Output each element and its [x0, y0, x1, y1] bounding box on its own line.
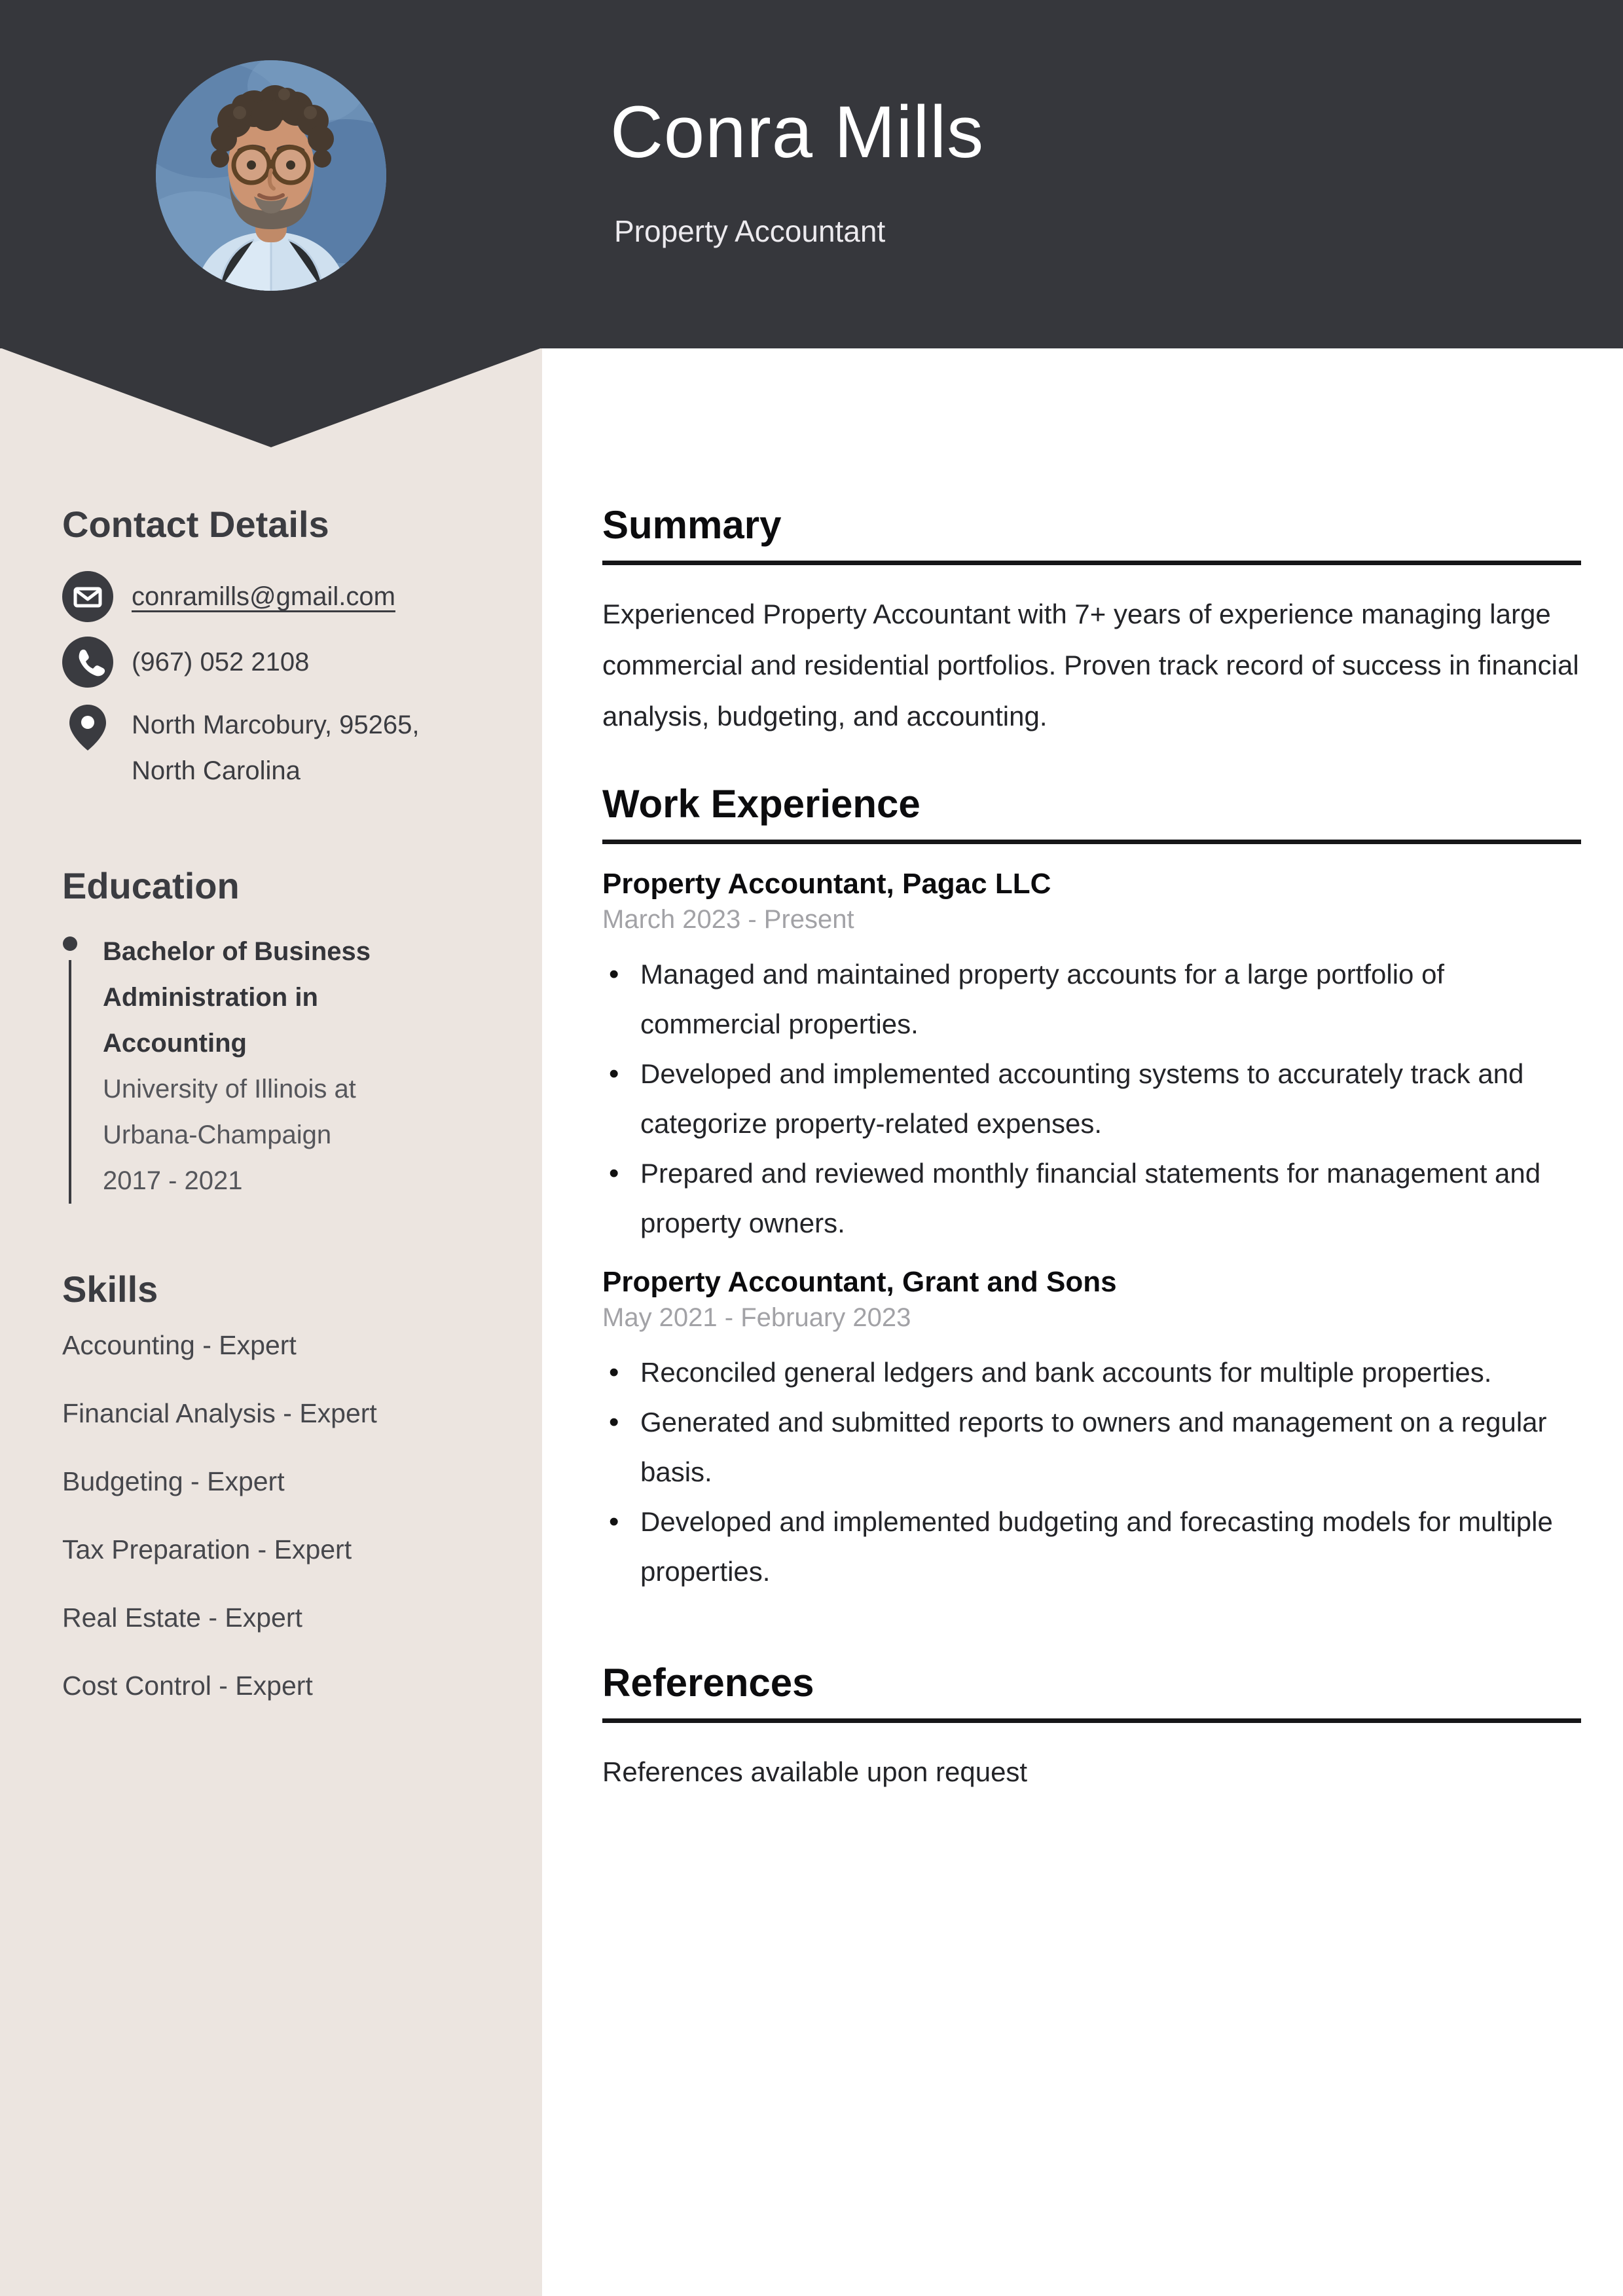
skills-list	[62, 1331, 377, 1739]
skill-item: Tax Preparation - Expert	[62, 1534, 352, 1565]
skills-heading: Skills	[62, 1268, 158, 1310]
skill-item: Financial Analysis - Expert	[62, 1398, 377, 1428]
job-bullet-list	[602, 950, 1581, 1248]
summary-heading: Summary	[602, 503, 782, 547]
education-years: 2017 - 2021	[103, 1166, 243, 1195]
job-bullet-list	[602, 1348, 1581, 1597]
work-experience-section	[602, 783, 1581, 1597]
education-heading: Education	[62, 865, 240, 906]
avatar	[156, 60, 386, 291]
summary-section	[602, 504, 1581, 742]
email-value[interactable]: conramills@gmail.com	[132, 582, 395, 611]
skill-item: Budgeting - Expert	[62, 1466, 285, 1496]
contact-list	[62, 571, 481, 808]
timeline-dot-icon	[63, 936, 77, 951]
skill-item: Accounting - Expert	[62, 1330, 297, 1360]
references-divider	[602, 1718, 1581, 1723]
job-bullet: • Generated and submitted reports to owners and management on a regular basis.	[602, 1398, 1581, 1497]
school-name: University of Illinois at Urbana-Champaign	[103, 1075, 356, 1149]
work-experience-heading: Work Experience	[602, 782, 921, 826]
job-dates: March 2023 - Present	[602, 905, 854, 934]
references-heading: References	[602, 1661, 814, 1705]
education-entry-body	[103, 929, 410, 1204]
job-title: Property Accountant, Grant and Sons	[602, 1266, 1117, 1298]
job-bullet: • Developed and implemented budgeting and forecasting models for multiple properties.	[602, 1497, 1581, 1597]
summary-text: Experienced Property Accountant with 7+ years of experience managing large commercial and residential portfolios. Proven track record of success in financial analysis, budgeting, and accounting.	[602, 599, 1579, 731]
phone-value: (967) 052 2108	[132, 648, 310, 676]
education-entry	[62, 929, 481, 1204]
job-entry	[602, 1267, 1581, 1597]
skill-item: Cost Control - Expert	[62, 1671, 313, 1701]
location-value: North Marcobury, 95265, North Carolina	[132, 711, 420, 785]
contact-row-phone	[62, 637, 481, 688]
job-entry	[602, 868, 1581, 1248]
candidate-title: Property Accountant	[614, 214, 886, 248]
candidate-name: Conra Mills	[610, 91, 985, 173]
job-dates: May 2021 - February 2023	[602, 1303, 911, 1332]
location-icon	[62, 702, 113, 753]
contact-row-location	[62, 702, 481, 794]
references-section	[602, 1662, 1581, 1798]
portrait-photo-illustration	[156, 60, 386, 291]
job-bullet: • Prepared and reviewed monthly financial statements for management and property owners.	[602, 1149, 1581, 1248]
contact-row-email	[62, 571, 481, 622]
references-text: References available upon request	[602, 1756, 1028, 1787]
timeline-rail	[62, 929, 78, 1204]
job-title: Property Accountant, Pagac LLC	[602, 868, 1051, 900]
summary-divider	[602, 561, 1581, 565]
degree-title: Bachelor of Business Administration in Accounting	[103, 937, 371, 1058]
job-bullet: • Developed and implemented accounting systems to accurately track and categorize property-related expenses.	[602, 1049, 1581, 1149]
skill-item: Real Estate - Expert	[62, 1602, 302, 1633]
job-bullet: • Reconciled general ledgers and bank accounts for multiple properties.	[602, 1348, 1581, 1398]
work-experience-divider	[602, 840, 1581, 844]
job-bullet: • Managed and maintained property accounts for a large portfolio of commercial properties.	[602, 950, 1581, 1049]
contact-details-heading: Contact Details	[62, 504, 329, 545]
email-icon	[62, 571, 113, 622]
phone-icon	[62, 637, 113, 688]
timeline-line	[69, 960, 71, 1204]
